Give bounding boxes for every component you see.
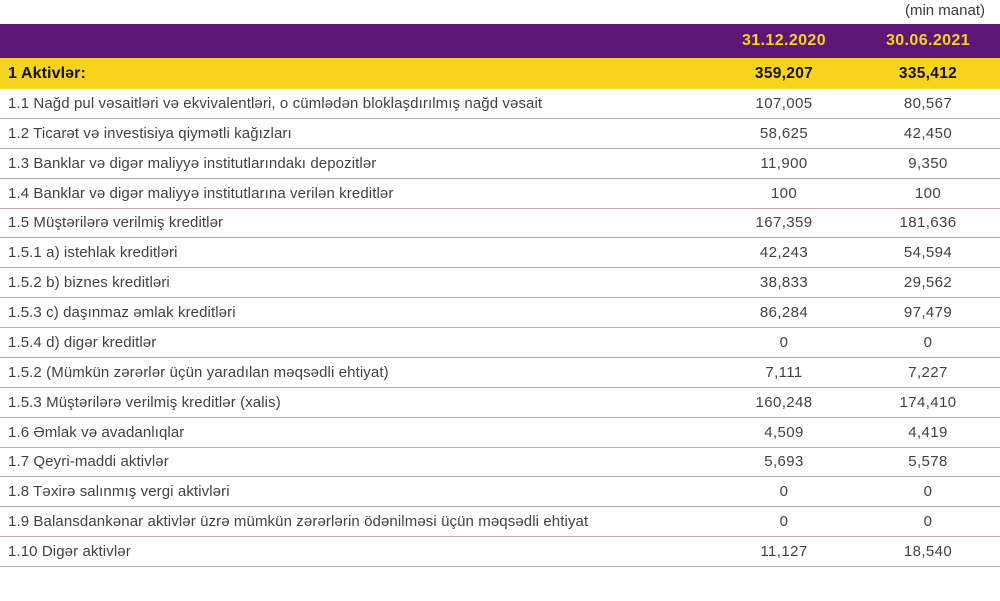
table-row bbox=[0, 537, 1000, 567]
row-value-2021: 80,567 bbox=[903, 94, 953, 112]
row-value-2020: 11,900 bbox=[760, 154, 808, 172]
row-value-2020: 167,359 bbox=[755, 214, 813, 232]
row-label: 1.3 Banklar və digər maliyyə institutlarındakı depozitlər bbox=[8, 154, 377, 172]
assets-total-row bbox=[0, 58, 1000, 89]
row-value-2021: 7,227 bbox=[908, 363, 948, 381]
table-row bbox=[0, 477, 1000, 507]
row-label: 1.5.2 (Mümkün zərərlər üçün yaradılan məqsədli ehtiyat) bbox=[8, 363, 389, 381]
table-row bbox=[0, 268, 1000, 298]
row-value-2021: 0 bbox=[923, 333, 933, 351]
column-header-date-2020: 31.12.2020 bbox=[741, 32, 827, 49]
row-value-2020: 86,284 bbox=[759, 304, 809, 322]
row-label: 1.5.4 d) digər kreditlər bbox=[8, 333, 157, 351]
row-value-2020: 38,833 bbox=[759, 274, 809, 292]
row-label: 1.5.3 Müştərilərə verilmiş kreditlər (xalis) bbox=[8, 393, 281, 411]
table-row bbox=[0, 358, 1000, 388]
row-value-2021: 174,410 bbox=[899, 393, 957, 411]
table-row bbox=[0, 238, 1000, 268]
row-value-2020: 160,248 bbox=[755, 393, 813, 411]
row-label: 1.5 Müştərilərə verilmiş kreditlər bbox=[8, 214, 224, 232]
column-header-date-2021: 30.06.2021 bbox=[885, 32, 971, 49]
table-row bbox=[0, 89, 1000, 119]
row-value-2020: 5,693 bbox=[764, 453, 804, 471]
row-value-2021: 0 bbox=[923, 513, 933, 531]
row-label: 1.10 Digər aktivlər bbox=[8, 543, 131, 561]
row-value-2020: 4,509 bbox=[764, 423, 804, 441]
table-row bbox=[0, 149, 1000, 179]
row-label: 1.6 Əmlak və avadanlıqlar bbox=[8, 423, 185, 441]
row-value-2021: 54,594 bbox=[903, 244, 953, 262]
row-value-2020: 0 bbox=[779, 333, 789, 351]
table-row bbox=[0, 448, 1000, 478]
row-label: 1.7 Qeyri-maddi aktivlər bbox=[8, 453, 169, 471]
row-label: 1.5.3 c) daşınmaz əmlak kreditləri bbox=[8, 304, 236, 322]
row-value-2021: 97,479 bbox=[903, 304, 953, 322]
table-row bbox=[0, 119, 1000, 149]
table-row bbox=[0, 418, 1000, 448]
assets-total-label: 1 Aktivlər: bbox=[8, 64, 86, 82]
table-header-row bbox=[0, 24, 1000, 58]
row-value-2020: 107,005 bbox=[755, 94, 813, 112]
row-label: 1.5.2 b) biznes kreditləri bbox=[8, 274, 170, 292]
table-row bbox=[0, 298, 1000, 328]
row-value-2021: 9,350 bbox=[908, 154, 948, 172]
row-value-2021: 4,419 bbox=[908, 423, 948, 441]
row-label: 1.5.1 a) istehlak kreditləri bbox=[8, 244, 178, 262]
row-value-2021: 5,578 bbox=[908, 453, 948, 471]
assets-total-value-2021: 335,412 bbox=[898, 64, 958, 82]
unit-note: (min manat) bbox=[904, 2, 985, 19]
row-value-2020: 11,127 bbox=[760, 543, 808, 561]
row-value-2020: 58,625 bbox=[759, 124, 809, 142]
assets-total-value-2020: 359,207 bbox=[754, 64, 814, 82]
row-label: 1.8 Təxirə salınmış vergi aktivləri bbox=[8, 483, 230, 501]
row-value-2020: 7,111 bbox=[765, 363, 803, 381]
row-value-2021: 18,540 bbox=[903, 543, 953, 561]
row-value-2020: 42,243 bbox=[759, 244, 809, 262]
row-label: 1.9 Balansdankənar aktivlər üzrə mümkün zərərlərin ödənilməsi üçün məqsədli ehtiyat bbox=[8, 513, 589, 531]
row-value-2021: 42,450 bbox=[903, 124, 953, 142]
row-value-2020: 100 bbox=[770, 184, 798, 202]
row-value-2021: 0 bbox=[923, 483, 933, 501]
table-row bbox=[0, 388, 1000, 418]
row-label: 1.1 Nağd pul vəsaitləri və ekvivalentləri, o cümlədən bloklaşdırılmış nağd vəsait bbox=[8, 94, 543, 112]
table-row bbox=[0, 328, 1000, 358]
table-body bbox=[0, 89, 1000, 567]
table-row bbox=[0, 179, 1000, 209]
row-value-2021: 181,636 bbox=[899, 214, 957, 232]
row-label: 1.2 Ticarət və investisiya qiymətli kağızları bbox=[8, 124, 292, 142]
table-row bbox=[0, 209, 1000, 239]
row-value-2020: 0 bbox=[779, 513, 789, 531]
row-label: 1.4 Banklar və digər maliyyə institutlarına verilən kreditlər bbox=[8, 184, 394, 202]
row-value-2021: 100 bbox=[914, 184, 942, 202]
table-row bbox=[0, 507, 1000, 537]
row-value-2020: 0 bbox=[779, 483, 789, 501]
row-value-2021: 29,562 bbox=[903, 274, 953, 292]
